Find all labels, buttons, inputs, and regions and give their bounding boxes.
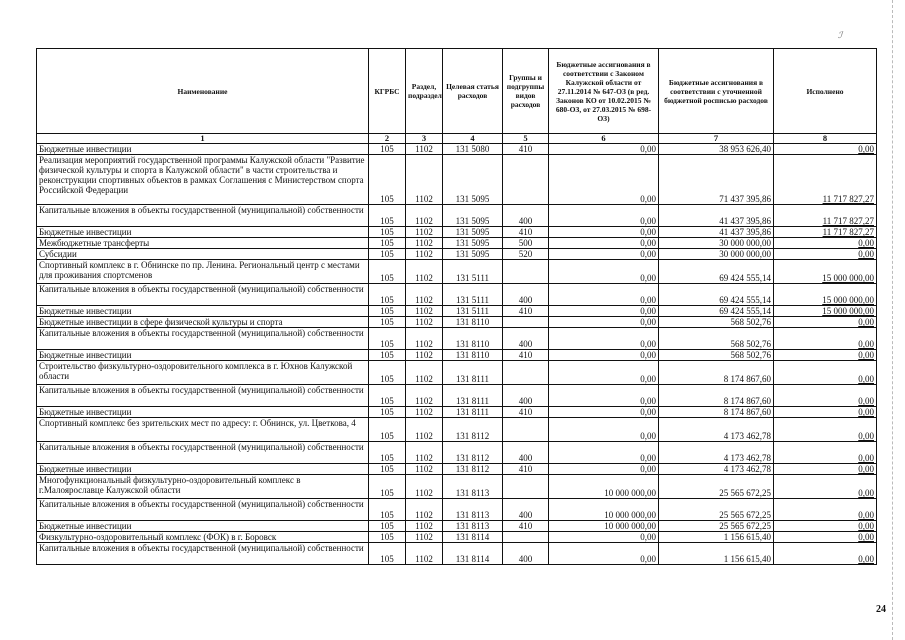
row-target: 131 5080	[443, 144, 503, 155]
row-adjusted-allocation: 25 565 672,25	[659, 521, 774, 532]
row-kgrbs: 105	[369, 260, 406, 284]
row-group: 410	[503, 144, 549, 155]
row-target: 131 5095	[443, 205, 503, 227]
row-law-allocation: 0,00	[549, 260, 659, 284]
row-kgrbs: 105	[369, 238, 406, 249]
row-kgrbs: 105	[369, 227, 406, 238]
row-adjusted-allocation: 41 437 395,86	[659, 227, 774, 238]
row-adjusted-allocation: 38 953 626,40	[659, 144, 774, 155]
page-number: 24	[876, 604, 886, 615]
row-target: 131 8113	[443, 499, 503, 521]
column-number: 8	[774, 134, 877, 144]
page-edge-line	[892, 0, 893, 640]
row-target: 131 8112	[443, 442, 503, 464]
row-section: 1102	[406, 144, 443, 155]
row-group	[503, 155, 549, 205]
row-adjusted-allocation: 568 502,76	[659, 328, 774, 350]
row-name: Спортивный комплекс без зрительских мест по адресу: г. Обнинск, ул. Цветкова, 4	[37, 418, 369, 442]
row-law-allocation: 0,00	[549, 284, 659, 306]
column-number: 4	[443, 134, 503, 144]
row-kgrbs: 105	[369, 350, 406, 361]
header-target: Целевая статья расходов	[443, 49, 503, 134]
row-kgrbs: 105	[369, 475, 406, 499]
row-section: 1102	[406, 475, 443, 499]
row-executed: 0,00	[774, 464, 877, 475]
table-row	[37, 260, 877, 284]
row-adjusted-allocation: 25 565 672,25	[659, 499, 774, 521]
row-law-allocation: 0,00	[549, 350, 659, 361]
table-row	[37, 361, 877, 385]
row-name: Субсидии	[37, 249, 369, 260]
row-law-allocation: 10 000 000,00	[549, 499, 659, 521]
table-row	[37, 521, 877, 532]
row-kgrbs: 105	[369, 205, 406, 227]
row-section: 1102	[406, 317, 443, 328]
table-row	[37, 407, 877, 418]
row-group: 400	[503, 328, 549, 350]
row-section: 1102	[406, 361, 443, 385]
row-target: 131 8112	[443, 464, 503, 475]
row-name: Капитальные вложения в объекты государственной (муниципальной) собственности	[37, 442, 369, 464]
row-group	[503, 361, 549, 385]
row-law-allocation: 0,00	[549, 155, 659, 205]
row-law-allocation: 0,00	[549, 385, 659, 407]
row-name: Бюджетные инвестиции	[37, 144, 369, 155]
row-target: 131 5111	[443, 284, 503, 306]
table-row	[37, 328, 877, 350]
row-adjusted-allocation: 69 424 555,14	[659, 306, 774, 317]
table-row	[37, 350, 877, 361]
row-section: 1102	[406, 249, 443, 260]
row-target: 131 5095	[443, 155, 503, 205]
row-section: 1102	[406, 418, 443, 442]
row-target: 131 8111	[443, 385, 503, 407]
table-row	[37, 155, 877, 205]
table-row	[37, 499, 877, 521]
row-law-allocation: 0,00	[549, 361, 659, 385]
row-executed: 0,00	[774, 385, 877, 407]
row-group: 410	[503, 350, 549, 361]
row-kgrbs: 105	[369, 328, 406, 350]
row-group: 520	[503, 249, 549, 260]
row-section: 1102	[406, 521, 443, 532]
row-executed: 11 717 827,27	[774, 155, 877, 205]
row-section: 1102	[406, 442, 443, 464]
row-executed: 0,00	[774, 475, 877, 499]
row-group	[503, 532, 549, 543]
row-name: Физкультурно-оздоровительный комплекс (ФОК) в г. Боровск	[37, 532, 369, 543]
row-law-allocation: 0,00	[549, 144, 659, 155]
row-group	[503, 475, 549, 499]
row-name: Капитальные вложения в объекты государственной (муниципальной) собственности	[37, 205, 369, 227]
row-adjusted-allocation: 71 437 395,86	[659, 155, 774, 205]
row-kgrbs: 105	[369, 385, 406, 407]
row-group: 400	[503, 284, 549, 306]
column-number-row	[37, 134, 877, 144]
row-kgrbs: 105	[369, 144, 406, 155]
row-target: 131 8111	[443, 407, 503, 418]
table-body	[37, 144, 877, 565]
row-name: Реализация мероприятий государственной программы Калужской области "Развитие физической культуры и спорта в Калужской области" в части строительства и реконструкции спортивных объектов в рамках Соглашения с Министерством спорта Российской Федерации	[37, 155, 369, 205]
row-executed: 0,00	[774, 418, 877, 442]
row-executed: 11 717 827,27	[774, 227, 877, 238]
row-kgrbs: 105	[369, 249, 406, 260]
row-section: 1102	[406, 306, 443, 317]
row-law-allocation: 0,00	[549, 328, 659, 350]
column-number: 2	[369, 134, 406, 144]
row-name: Капитальные вложения в объекты государственной (муниципальной) собственности	[37, 284, 369, 306]
row-law-allocation: 0,00	[549, 532, 659, 543]
row-target: 131 8110	[443, 328, 503, 350]
row-kgrbs: 105	[369, 442, 406, 464]
row-name: Бюджетные инвестиции	[37, 464, 369, 475]
row-kgrbs: 105	[369, 499, 406, 521]
table-row	[37, 464, 877, 475]
row-section: 1102	[406, 155, 443, 205]
row-name: Капитальные вложения в объекты государственной (муниципальной) собственности	[37, 499, 369, 521]
row-law-allocation: 10 000 000,00	[549, 521, 659, 532]
table-row	[37, 532, 877, 543]
table-row	[37, 249, 877, 260]
row-adjusted-allocation: 8 174 867,60	[659, 385, 774, 407]
row-target: 131 8114	[443, 543, 503, 565]
row-section: 1102	[406, 284, 443, 306]
row-name: Строительство физкультурно-оздоровительного комплекса в г. Юхнов Калужской области	[37, 361, 369, 385]
row-kgrbs: 105	[369, 306, 406, 317]
row-law-allocation: 0,00	[549, 249, 659, 260]
row-executed: 0,00	[774, 317, 877, 328]
row-adjusted-allocation: 568 502,76	[659, 317, 774, 328]
table-row	[37, 418, 877, 442]
row-kgrbs: 105	[369, 155, 406, 205]
row-name: Бюджетные инвестиции	[37, 407, 369, 418]
row-section: 1102	[406, 407, 443, 418]
row-group: 410	[503, 464, 549, 475]
row-name: Капитальные вложения в объекты государственной (муниципальной) собственности	[37, 385, 369, 407]
row-executed: 0,00	[774, 442, 877, 464]
table-row	[37, 144, 877, 155]
row-group	[503, 317, 549, 328]
row-law-allocation: 10 000 000,00	[549, 475, 659, 499]
row-kgrbs: 105	[369, 317, 406, 328]
row-law-allocation: 0,00	[549, 407, 659, 418]
row-executed: 0,00	[774, 361, 877, 385]
row-section: 1102	[406, 328, 443, 350]
row-adjusted-allocation: 30 000 000,00	[659, 238, 774, 249]
row-adjusted-allocation: 69 424 555,14	[659, 260, 774, 284]
row-law-allocation: 0,00	[549, 442, 659, 464]
row-name: Бюджетные инвестиции	[37, 521, 369, 532]
header-executed: Исполнено	[774, 49, 877, 134]
row-group	[503, 260, 549, 284]
row-executed: 0,00	[774, 521, 877, 532]
row-target: 131 5095	[443, 238, 503, 249]
table-row	[37, 284, 877, 306]
table-row	[37, 317, 877, 328]
row-kgrbs: 105	[369, 418, 406, 442]
row-target: 131 8112	[443, 418, 503, 442]
row-section: 1102	[406, 260, 443, 284]
row-name: Бюджетные инвестиции	[37, 227, 369, 238]
row-law-allocation: 0,00	[549, 227, 659, 238]
row-group: 410	[503, 227, 549, 238]
row-group: 400	[503, 543, 549, 565]
row-target: 131 8110	[443, 350, 503, 361]
row-adjusted-allocation: 4 173 462,78	[659, 418, 774, 442]
header-groups: Группы и подгруппы видов расходов	[503, 49, 549, 134]
column-number: 5	[503, 134, 549, 144]
row-kgrbs: 105	[369, 464, 406, 475]
row-adjusted-allocation: 30 000 000,00	[659, 249, 774, 260]
row-section: 1102	[406, 385, 443, 407]
row-name: Бюджетные инвестиции	[37, 350, 369, 361]
row-law-allocation: 0,00	[549, 317, 659, 328]
row-executed: 0,00	[774, 407, 877, 418]
row-target: 131 5111	[443, 260, 503, 284]
row-section: 1102	[406, 227, 443, 238]
row-executed: 0,00	[774, 249, 877, 260]
row-group: 400	[503, 499, 549, 521]
row-section: 1102	[406, 532, 443, 543]
row-group: 400	[503, 205, 549, 227]
row-name: Спортивный комплекс в г. Обнинске по пр. Ленина. Региональный центр с местами для проживания спортсменов	[37, 260, 369, 284]
row-name: Межбюджетные трансферты	[37, 238, 369, 249]
header-name: Наименование	[37, 49, 369, 134]
row-law-allocation: 0,00	[549, 464, 659, 475]
row-name: Многофункциональный физкультурно-оздоровительный комплекс в г.Малоярославце Калужской области	[37, 475, 369, 499]
table-row	[37, 442, 877, 464]
row-group: 410	[503, 306, 549, 317]
row-target: 131 8113	[443, 521, 503, 532]
table-row	[37, 543, 877, 565]
row-law-allocation: 0,00	[549, 543, 659, 565]
row-law-allocation: 0,00	[549, 238, 659, 249]
table-row	[37, 306, 877, 317]
row-section: 1102	[406, 350, 443, 361]
top-corner-mark: ℐ	[838, 30, 843, 40]
row-executed: 15 000 000,00	[774, 306, 877, 317]
row-executed: 0,00	[774, 350, 877, 361]
row-section: 1102	[406, 205, 443, 227]
row-section: 1102	[406, 238, 443, 249]
row-group: 400	[503, 442, 549, 464]
row-executed: 15 000 000,00	[774, 284, 877, 306]
row-adjusted-allocation: 4 173 462,78	[659, 442, 774, 464]
row-adjusted-allocation: 25 565 672,25	[659, 475, 774, 499]
row-name: Бюджетные инвестиции в сфере физической культуры и спорта	[37, 317, 369, 328]
header-adjusted-allocations: Бюджетные ассигнования в соответствии с уточненной бюджетной росписью расходов	[659, 49, 774, 134]
row-name: Бюджетные инвестиции	[37, 306, 369, 317]
table-header-row	[37, 49, 877, 134]
table-row	[37, 227, 877, 238]
row-target: 131 8110	[443, 317, 503, 328]
header-law-allocations: Бюджетные ассигнования в соответствии с Законом Калужской области от 27.11.2014 № 647-ОЗ (в ред. Законов КО от 10.02.2015 № 680-ОЗ, от 27.03.2015 № 698-ОЗ)	[549, 49, 659, 134]
row-kgrbs: 105	[369, 521, 406, 532]
row-target: 131 5111	[443, 306, 503, 317]
row-section: 1102	[406, 543, 443, 565]
row-executed: 0,00	[774, 532, 877, 543]
row-name: Капитальные вложения в объекты государственной (муниципальной) собственности	[37, 543, 369, 565]
row-section: 1102	[406, 464, 443, 475]
row-group: 500	[503, 238, 549, 249]
row-executed: 0,00	[774, 328, 877, 350]
row-adjusted-allocation: 568 502,76	[659, 350, 774, 361]
row-adjusted-allocation: 1 156 615,40	[659, 532, 774, 543]
column-number: 7	[659, 134, 774, 144]
row-kgrbs: 105	[369, 284, 406, 306]
table-row	[37, 238, 877, 249]
column-number: 3	[406, 134, 443, 144]
row-name: Капитальные вложения в объекты государственной (муниципальной) собственности	[37, 328, 369, 350]
row-target: 131 5095	[443, 249, 503, 260]
row-adjusted-allocation: 1 156 615,40	[659, 543, 774, 565]
row-adjusted-allocation: 41 437 395,86	[659, 205, 774, 227]
row-law-allocation: 0,00	[549, 306, 659, 317]
row-executed: 0,00	[774, 499, 877, 521]
header-kgrbs: КГРБС	[369, 49, 406, 134]
row-law-allocation: 0,00	[549, 418, 659, 442]
row-kgrbs: 105	[369, 543, 406, 565]
row-kgrbs: 105	[369, 407, 406, 418]
row-target: 131 8111	[443, 361, 503, 385]
row-executed: 15 000 000,00	[774, 260, 877, 284]
row-law-allocation: 0,00	[549, 205, 659, 227]
column-number: 6	[549, 134, 659, 144]
row-group: 410	[503, 407, 549, 418]
row-target: 131 8113	[443, 475, 503, 499]
row-adjusted-allocation: 8 174 867,60	[659, 407, 774, 418]
row-executed: 0,00	[774, 238, 877, 249]
row-group: 400	[503, 385, 549, 407]
table-row	[37, 475, 877, 499]
header-section: Раздел, подраздел	[406, 49, 443, 134]
row-group: 410	[503, 521, 549, 532]
row-adjusted-allocation: 8 174 867,60	[659, 361, 774, 385]
row-adjusted-allocation: 69 424 555,14	[659, 284, 774, 306]
row-target: 131 5095	[443, 227, 503, 238]
table-row	[37, 205, 877, 227]
row-kgrbs: 105	[369, 361, 406, 385]
row-section: 1102	[406, 499, 443, 521]
row-target: 131 8114	[443, 532, 503, 543]
table-row	[37, 385, 877, 407]
row-adjusted-allocation: 4 173 462,78	[659, 464, 774, 475]
row-executed: 0,00	[774, 144, 877, 155]
column-number: 1	[37, 134, 369, 144]
budget-table	[36, 48, 877, 565]
row-kgrbs: 105	[369, 532, 406, 543]
row-executed: 11 717 827,27	[774, 205, 877, 227]
row-executed: 0,00	[774, 543, 877, 565]
row-group	[503, 418, 549, 442]
